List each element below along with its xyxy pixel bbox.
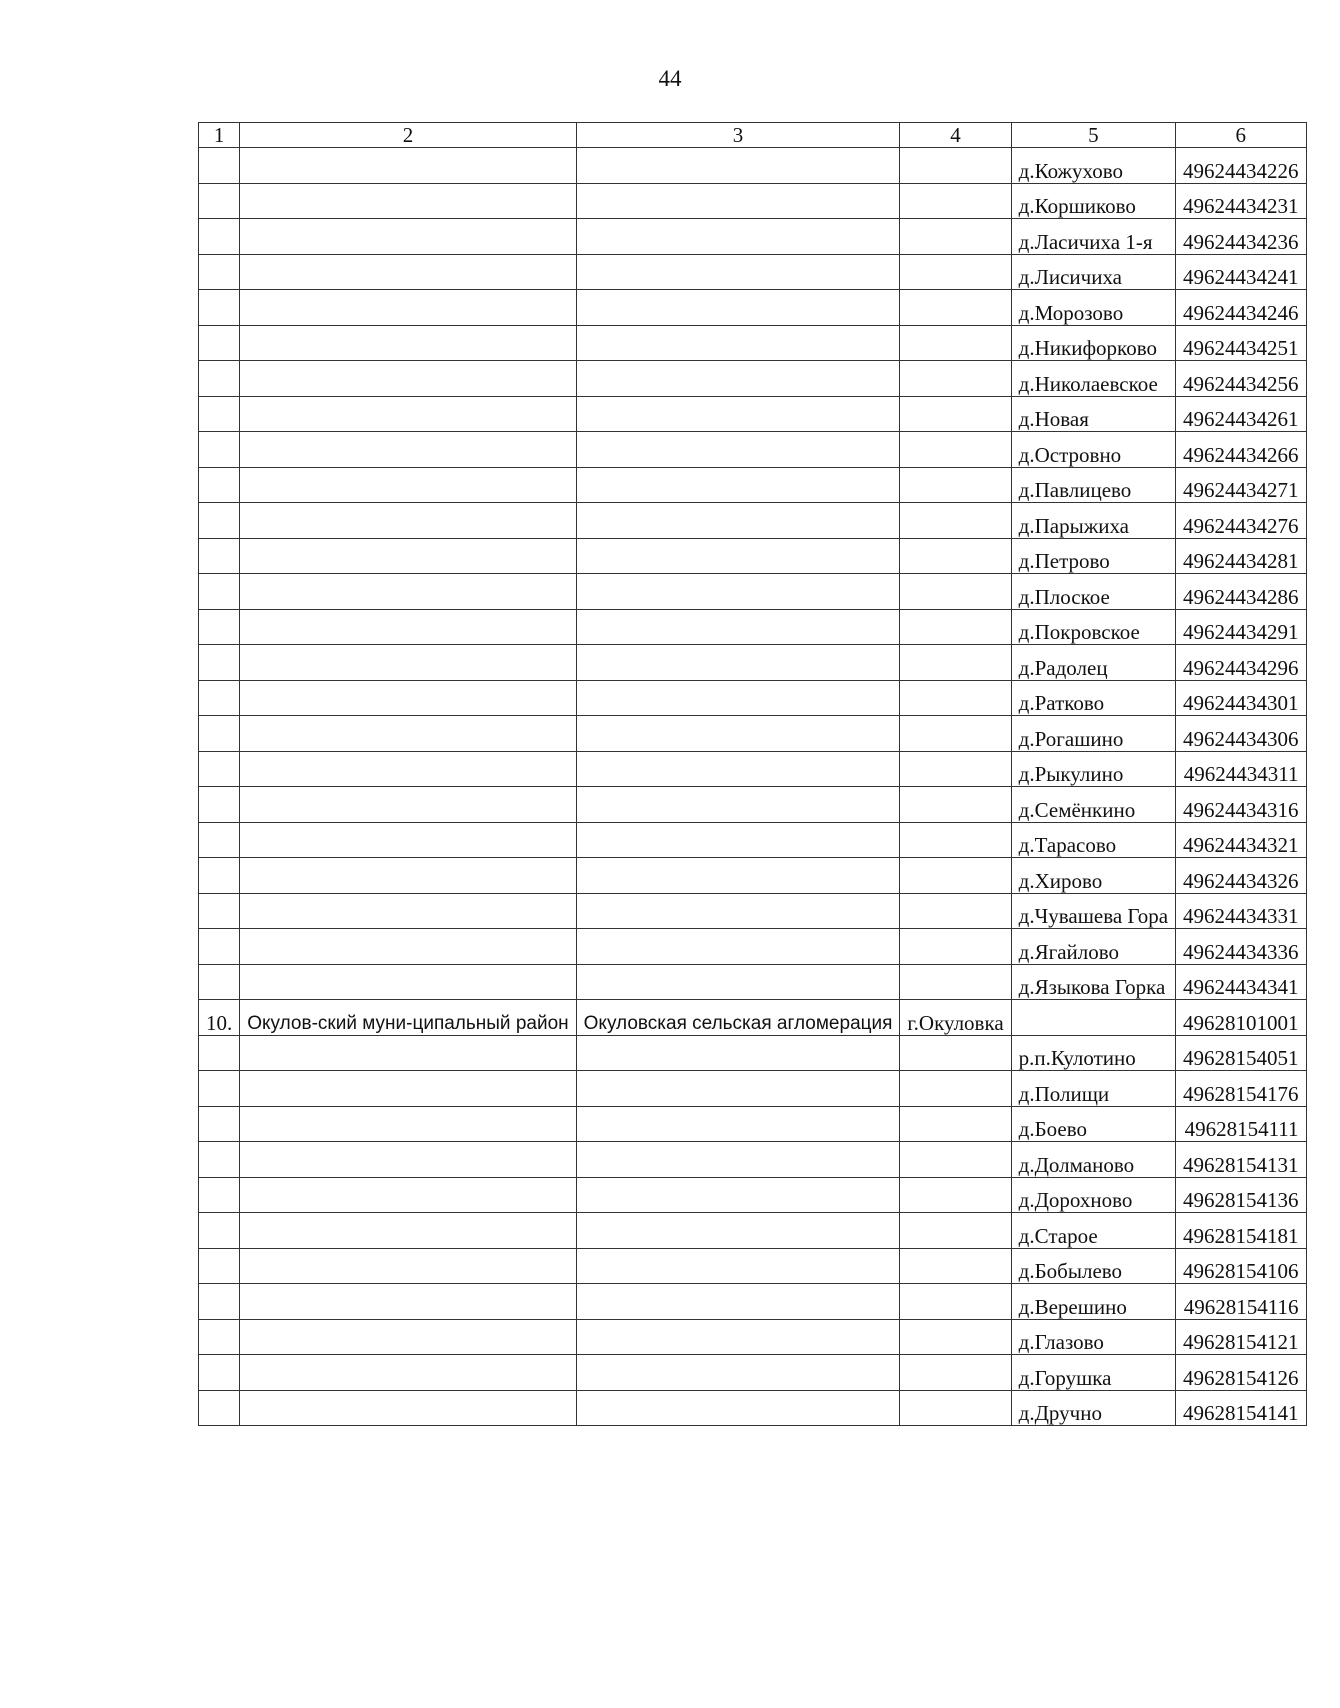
empty-cell [900, 361, 1011, 397]
settlement-name: д.Радолец [1011, 645, 1175, 681]
empty-cell [576, 1142, 900, 1178]
oktmo-code: 49624434331 [1176, 893, 1307, 929]
settlement-name: д.Чувашева Гора [1011, 893, 1175, 929]
empty-cell [900, 751, 1011, 787]
table-row [199, 609, 1307, 645]
empty-cell [900, 1106, 1011, 1142]
settlement-name: д.Николаевское [1011, 361, 1175, 397]
empty-cell [576, 822, 900, 858]
table-row [199, 148, 1307, 184]
settlement-name: д.Семёнкино [1011, 787, 1175, 823]
empty-cell [199, 858, 240, 894]
empty-cell [199, 432, 240, 468]
empty-cell [240, 183, 576, 219]
settlement-name: д.Петрово [1011, 538, 1175, 574]
empty-cell [576, 751, 900, 787]
empty-cell [199, 929, 240, 965]
empty-cell [900, 1390, 1011, 1426]
empty-cell [199, 503, 240, 539]
settlement-name: д.Языкова Горка [1011, 964, 1175, 1000]
empty-cell [240, 751, 576, 787]
table-row [199, 1035, 1307, 1071]
empty-cell [900, 645, 1011, 681]
empty-cell [900, 787, 1011, 823]
oktmo-code: 49624434296 [1176, 645, 1307, 681]
empty-cell [240, 929, 576, 965]
empty-cell [199, 1177, 240, 1213]
table-row [199, 964, 1307, 1000]
empty-cell [576, 1213, 900, 1249]
empty-cell [576, 1355, 900, 1391]
empty-cell [199, 1142, 240, 1178]
center-name: г.Окуловка [900, 1000, 1011, 1036]
empty-cell [199, 361, 240, 397]
settlement-name: д.Верешино [1011, 1284, 1175, 1320]
column-number: 5 [1011, 123, 1175, 148]
settlement-name: д.Никифорково [1011, 325, 1175, 361]
empty-cell [576, 893, 900, 929]
table-row [199, 1390, 1307, 1426]
table-row [199, 467, 1307, 503]
empty-cell [900, 1177, 1011, 1213]
empty-cell [199, 254, 240, 290]
table-row [199, 1177, 1307, 1213]
table-row [199, 822, 1307, 858]
empty-cell [199, 680, 240, 716]
settlement-name: д.Новая [1011, 396, 1175, 432]
empty-cell [199, 1355, 240, 1391]
empty-cell [199, 183, 240, 219]
table-row [199, 893, 1307, 929]
empty-cell [199, 396, 240, 432]
empty-cell [240, 325, 576, 361]
table-row [199, 183, 1307, 219]
empty-cell [240, 1248, 576, 1284]
empty-cell [199, 325, 240, 361]
district-row [199, 1000, 1307, 1036]
empty-cell [240, 787, 576, 823]
settlement-name: д.Рогашино [1011, 716, 1175, 752]
settlement-name: д.Кожухово [1011, 148, 1175, 184]
empty-cell [199, 751, 240, 787]
oktmo-code: 49628101001 [1176, 1000, 1307, 1036]
empty-cell [240, 964, 576, 1000]
settlement-name: д.Коршиково [1011, 183, 1175, 219]
oktmo-code: 49624434341 [1176, 964, 1307, 1000]
empty-cell [199, 716, 240, 752]
oktmo-code: 49624434336 [1176, 929, 1307, 965]
empty-cell [199, 1035, 240, 1071]
empty-cell [576, 219, 900, 255]
empty-cell [900, 680, 1011, 716]
empty-cell [199, 219, 240, 255]
empty-cell [240, 1390, 576, 1426]
empty-cell [199, 1390, 240, 1426]
table-row [199, 361, 1307, 397]
settlement-name: д.Боево [1011, 1106, 1175, 1142]
oktmo-code: 49628154181 [1176, 1213, 1307, 1249]
table-row [199, 716, 1307, 752]
empty-cell [240, 609, 576, 645]
table-row [199, 219, 1307, 255]
oktmo-code: 49628154131 [1176, 1142, 1307, 1178]
settlements-table [198, 122, 1307, 1426]
empty-cell [576, 148, 900, 184]
empty-cell [900, 538, 1011, 574]
table-row [199, 1142, 1307, 1178]
empty-cell [576, 574, 900, 610]
empty-cell [199, 1106, 240, 1142]
empty-cell [240, 716, 576, 752]
empty-cell [576, 361, 900, 397]
oktmo-code: 49624434246 [1176, 290, 1307, 326]
table-row [199, 1355, 1307, 1391]
table-row [199, 929, 1307, 965]
column-number: 3 [576, 123, 900, 148]
oktmo-code: 49628154051 [1176, 1035, 1307, 1071]
empty-cell [199, 822, 240, 858]
settlements-body-b [199, 1035, 1307, 1426]
oktmo-code: 49628154116 [1176, 1284, 1307, 1320]
empty-cell [900, 1355, 1011, 1391]
empty-cell [199, 467, 240, 503]
oktmo-code: 49624434281 [1176, 538, 1307, 574]
settlements-body-a [199, 148, 1307, 1000]
empty-cell [576, 716, 900, 752]
oktmo-code: 49628154121 [1176, 1319, 1307, 1355]
empty-cell [240, 1355, 576, 1391]
empty-cell [240, 822, 576, 858]
column-number: 4 [900, 123, 1011, 148]
empty-cell [900, 609, 1011, 645]
column-number: 6 [1176, 123, 1307, 148]
table-row [199, 574, 1307, 610]
empty-cell [900, 219, 1011, 255]
oktmo-code: 49624434271 [1176, 467, 1307, 503]
empty-cell [199, 609, 240, 645]
empty-cell [576, 680, 900, 716]
settlement-name: д.Полищи [1011, 1071, 1175, 1107]
table-row [199, 1319, 1307, 1355]
empty-cell [576, 964, 900, 1000]
table-row [199, 290, 1307, 326]
table-row [199, 645, 1307, 681]
settlement-name: д.Тарасово [1011, 822, 1175, 858]
empty-cell [199, 787, 240, 823]
oktmo-code: 49624434311 [1176, 751, 1307, 787]
oktmo-code: 49628154176 [1176, 1071, 1307, 1107]
oktmo-code: 49624434291 [1176, 609, 1307, 645]
empty-cell [576, 858, 900, 894]
empty-cell [240, 290, 576, 326]
oktmo-code: 49624434261 [1176, 396, 1307, 432]
empty-cell [199, 1284, 240, 1320]
empty-cell [900, 1248, 1011, 1284]
empty-cell [240, 361, 576, 397]
empty-cell [240, 1142, 576, 1178]
empty-cell [900, 432, 1011, 468]
page-number: 44 [658, 66, 682, 91]
empty-cell [199, 1248, 240, 1284]
oktmo-code: 49624434306 [1176, 716, 1307, 752]
empty-cell [576, 538, 900, 574]
empty-cell [240, 645, 576, 681]
table-row [199, 396, 1307, 432]
table-row [199, 680, 1307, 716]
empty-cell [576, 396, 900, 432]
empty-cell [199, 1319, 240, 1355]
empty-cell [240, 1213, 576, 1249]
oktmo-code: 49628154136 [1176, 1177, 1307, 1213]
column-number-row [199, 123, 1307, 148]
empty-cell [900, 1071, 1011, 1107]
settlement-name: д.Бобылево [1011, 1248, 1175, 1284]
empty-cell [900, 893, 1011, 929]
oktmo-code: 49624434231 [1176, 183, 1307, 219]
settlement-name: д.Рыкулино [1011, 751, 1175, 787]
settlement-name: д.Островно [1011, 432, 1175, 468]
empty-cell [199, 148, 240, 184]
empty-cell [576, 929, 900, 965]
oktmo-code: 49624434256 [1176, 361, 1307, 397]
empty-cell [900, 503, 1011, 539]
empty-cell [240, 574, 576, 610]
oktmo-code: 49624434321 [1176, 822, 1307, 858]
empty-cell [199, 645, 240, 681]
empty-cell [900, 1213, 1011, 1249]
empty-cell [240, 1284, 576, 1320]
district-name: Окулов-ский муни-ципальный район [240, 1000, 576, 1036]
table-row [199, 1071, 1307, 1107]
empty-cell [199, 964, 240, 1000]
table-row [199, 858, 1307, 894]
empty-cell [240, 148, 576, 184]
oktmo-code: 49624434251 [1176, 325, 1307, 361]
settlement-name: д.Парыжиха [1011, 503, 1175, 539]
table-row [199, 1248, 1307, 1284]
empty-cell [576, 1390, 900, 1426]
empty-cell [576, 787, 900, 823]
empty-cell [900, 858, 1011, 894]
empty-cell [240, 1071, 576, 1107]
settlement-name: д.Ратково [1011, 680, 1175, 716]
district-number: 10. [199, 1000, 240, 1036]
empty-cell [900, 929, 1011, 965]
settlement-name: д.Морозово [1011, 290, 1175, 326]
empty-cell [240, 858, 576, 894]
oktmo-code: 49624434316 [1176, 787, 1307, 823]
settlement-name: р.п.Кулотино [1011, 1035, 1175, 1071]
empty-cell [576, 432, 900, 468]
table-row [199, 325, 1307, 361]
empty-cell [240, 219, 576, 255]
empty-cell [240, 1106, 576, 1142]
empty-cell [576, 503, 900, 539]
table-row [199, 751, 1307, 787]
empty-cell [576, 325, 900, 361]
settlement-name: д.Горушка [1011, 1355, 1175, 1391]
empty-cell [576, 1106, 900, 1142]
table-row [199, 432, 1307, 468]
oktmo-code: 49624434286 [1176, 574, 1307, 610]
settlement-name: д.Ласичиха 1-я [1011, 219, 1175, 255]
settlement-name: д.Глазово [1011, 1319, 1175, 1355]
settlement-name: д.Долманово [1011, 1142, 1175, 1178]
empty-cell [199, 538, 240, 574]
empty-cell [240, 432, 576, 468]
empty-cell [900, 396, 1011, 432]
settlement-name: д.Ягайлово [1011, 929, 1175, 965]
oktmo-code: 49628154141 [1176, 1390, 1307, 1426]
empty-cell [900, 254, 1011, 290]
empty-cell [576, 1177, 900, 1213]
settlement-name: д.Дручно [1011, 1390, 1175, 1426]
empty-cell [576, 645, 900, 681]
settlement-name [1011, 1000, 1175, 1036]
empty-cell [900, 1319, 1011, 1355]
empty-cell [576, 1071, 900, 1107]
settlement-name: д.Покровское [1011, 609, 1175, 645]
empty-cell [199, 1213, 240, 1249]
agglomeration-name: Окуловская сельская агломерация [576, 1000, 900, 1036]
settlement-name: д.Плоское [1011, 574, 1175, 610]
oktmo-code: 49628154126 [1176, 1355, 1307, 1391]
settlement-name: д.Старое [1011, 1213, 1175, 1249]
settlement-name: д.Дорохново [1011, 1177, 1175, 1213]
table-row [199, 787, 1307, 823]
empty-cell [240, 680, 576, 716]
oktmo-code: 49624434266 [1176, 432, 1307, 468]
empty-cell [900, 1284, 1011, 1320]
oktmo-code: 49624434301 [1176, 680, 1307, 716]
empty-cell [240, 1319, 576, 1355]
empty-cell [240, 503, 576, 539]
empty-cell [240, 1035, 576, 1071]
empty-cell [900, 290, 1011, 326]
table-row [199, 1284, 1307, 1320]
oktmo-code: 49624434236 [1176, 219, 1307, 255]
oktmo-code: 49628154106 [1176, 1248, 1307, 1284]
empty-cell [199, 574, 240, 610]
empty-cell [199, 290, 240, 326]
oktmo-code: 49628154111 [1176, 1106, 1307, 1142]
empty-cell [900, 574, 1011, 610]
empty-cell [240, 396, 576, 432]
table-row [199, 254, 1307, 290]
empty-cell [576, 290, 900, 326]
empty-cell [240, 538, 576, 574]
empty-cell [576, 183, 900, 219]
empty-cell [576, 467, 900, 503]
table-row [199, 1106, 1307, 1142]
empty-cell [240, 893, 576, 929]
oktmo-code: 49624434276 [1176, 503, 1307, 539]
empty-cell [240, 467, 576, 503]
oktmo-code: 49624434326 [1176, 858, 1307, 894]
empty-cell [900, 183, 1011, 219]
empty-cell [576, 254, 900, 290]
empty-cell [576, 1319, 900, 1355]
district-block [199, 1000, 1307, 1036]
empty-cell [576, 609, 900, 645]
empty-cell [900, 148, 1011, 184]
empty-cell [900, 964, 1011, 1000]
settlement-name: д.Хирово [1011, 858, 1175, 894]
empty-cell [900, 467, 1011, 503]
settlement-name: д.Лисичиха [1011, 254, 1175, 290]
table-row [199, 538, 1307, 574]
column-number: 2 [240, 123, 576, 148]
oktmo-code: 49624434226 [1176, 148, 1307, 184]
empty-cell [199, 1071, 240, 1107]
empty-cell [199, 893, 240, 929]
table-row [199, 503, 1307, 539]
empty-cell [240, 254, 576, 290]
empty-cell [900, 1035, 1011, 1071]
empty-cell [240, 1177, 576, 1213]
column-number: 1 [199, 123, 240, 148]
settlement-name: д.Павлицево [1011, 467, 1175, 503]
table-row [199, 1213, 1307, 1249]
empty-cell [576, 1284, 900, 1320]
empty-cell [900, 716, 1011, 752]
empty-cell [576, 1248, 900, 1284]
empty-cell [576, 1035, 900, 1071]
empty-cell [900, 1142, 1011, 1178]
oktmo-code: 49624434241 [1176, 254, 1307, 290]
empty-cell [900, 822, 1011, 858]
empty-cell [900, 325, 1011, 361]
